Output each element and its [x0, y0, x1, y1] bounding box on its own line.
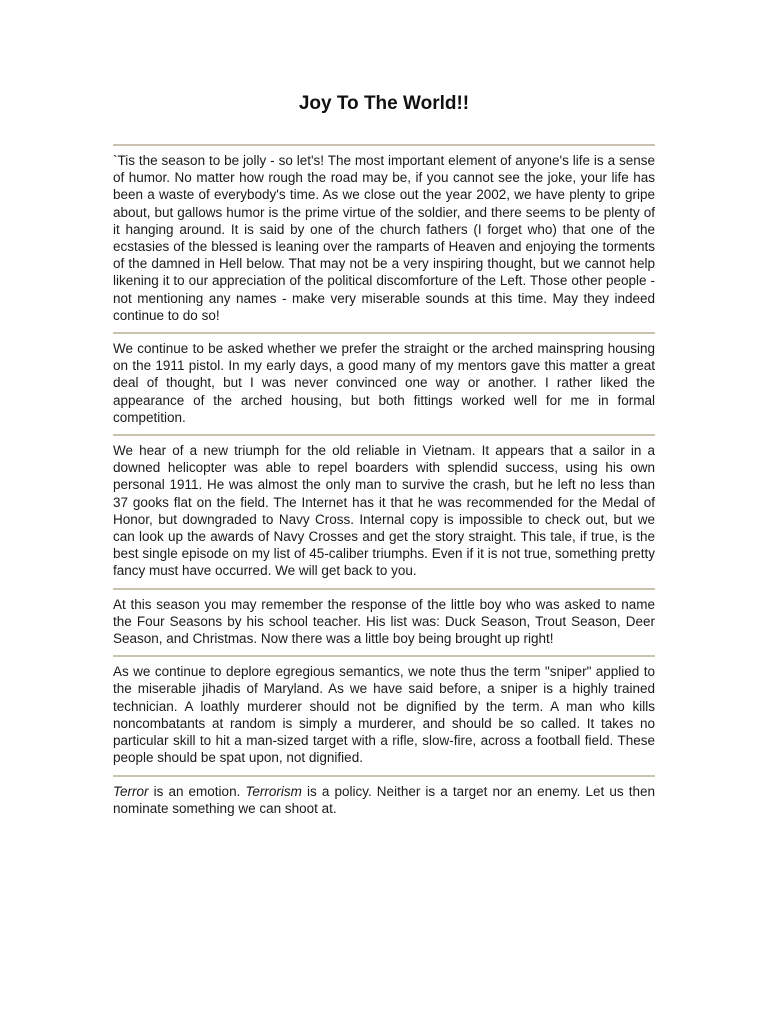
italic-term-terror: Terror	[113, 783, 149, 799]
italic-term-terrorism: Terrorism	[245, 783, 302, 799]
section-vietnam-triumph	[113, 434, 655, 588]
section-four-seasons	[113, 588, 655, 656]
paragraph	[113, 783, 655, 817]
section-mainspring-housing	[113, 332, 655, 434]
article-body	[113, 144, 655, 825]
paragraph-text: is a policy. Neither is a target nor an enemy. Let us then nominate something we can shoot at.	[113, 783, 655, 816]
paragraph: At this season you may remember the response of the little boy who was asked to name the Four Seasons by his school teacher. His list was: Duck Season, Trout Season, Deer Season, and Christmas. Now there was a little boy being brought up right!	[113, 596, 655, 647]
paragraph: As we continue to deplore egregious semantics, we note thus the term "sniper" applied to the miserable jihadis of Maryland. As we have said before, a sniper is a highly trained technician. A loathly murderer should not be dignified by the term. A man who kills noncombatants at random is simply a murderer, and should be so called. It takes no particular skill to hit a man-sized target with a rifle, slow-fire, across a football field. These people should be spat upon, not dignified.	[113, 664, 655, 766]
paragraph: We continue to be asked whether we prefer the straight or the arched mainspring housing on the 1911 pistol. In my early days, a good many of my mentors gave this matter a great deal of thought, but I was never convinced one way or another. I rather liked the appearance of the arched housing, but both fittings worked well for me in formal competition.	[113, 341, 655, 425]
page-title: Joy To The World!!	[298, 93, 470, 114]
paragraph-text: is an emotion.	[148, 783, 246, 799]
section-humor	[113, 144, 655, 332]
section-terrorism	[113, 775, 655, 825]
paragraph: `Tis the season to be jolly - so let's! The most important element of anyone's life is a sense of humor. No matter how rough the road may be, if you cannot see the joke, your life has been a waste of everybody's time. As we close out the year 2002, we have plenty to gripe about, but gallows humor is the prime virtue of the soldier, and there seems to be plenty of it hanging around. It is said by one of the church fathers (I forget who) that one of the ecstasies of the blessed is leaning over the ramparts of Heaven and enjoying the torments of the damned in Hell below. That may not be a very inspiring thought, but we cannot help likening it to our appreciation of the political discomforture of the Left. Those other people - not mentioning any names - make very miserable sounds at this time. May they indeed continue to do so!	[113, 153, 655, 323]
paragraph: We hear of a new triumph for the old reliable in Vietnam. It appears that a sailor in a downed helicopter was able to repel boarders with splendid success, using his own personal 1911. He was almost the only man to survive the crash, but he left no less than 37 gooks flat on the field. The Internet has it that he was recommended for the Medal of Honor, but downgraded to Navy Cross. Internal copy is impossible to check out, but we can look up the awards of Navy Crosses and get the story straight. This tale, if true, is the best single episode on my list of 45-caliber triumphs. Even if it is not true, something pretty fancy must have occurred. We will get back to you.	[113, 443, 655, 579]
section-sniper-semantics	[113, 655, 655, 774]
